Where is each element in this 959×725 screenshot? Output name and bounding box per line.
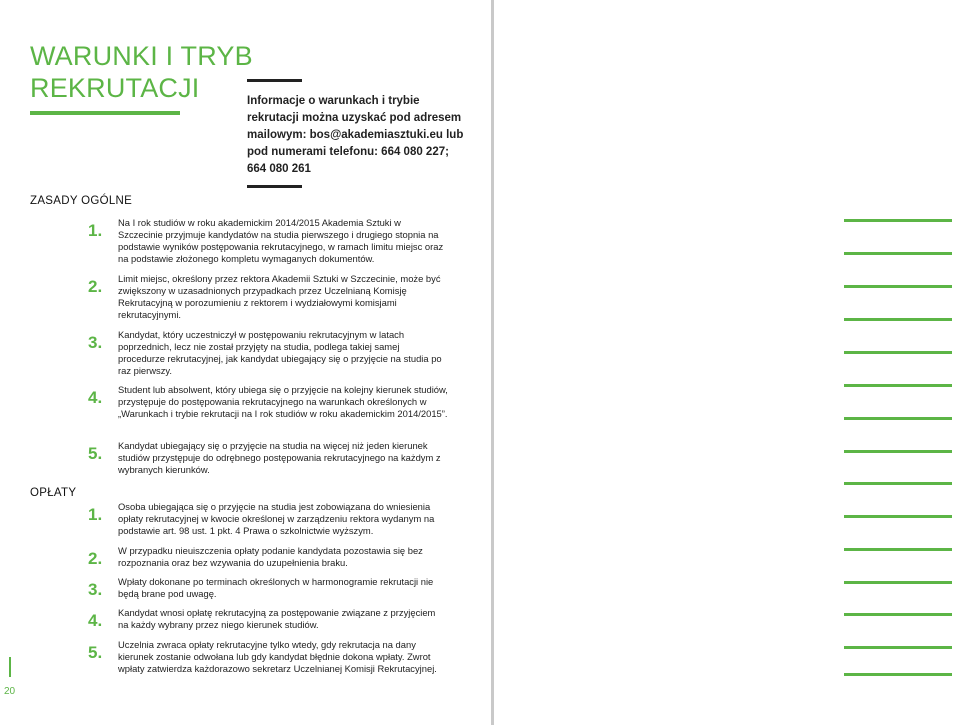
right-rule bbox=[844, 417, 952, 420]
page-title bbox=[30, 40, 253, 104]
right-rule bbox=[844, 219, 952, 222]
title-line-2: REKRUTACJI bbox=[30, 73, 200, 103]
item-text: W przypadku nieuiszczenia opłaty podanie kandydata pozostawia się bez rozpoznania oraz bez wzywania do uzupełnienia braku. bbox=[118, 545, 423, 568]
item-number: 1. bbox=[88, 505, 103, 524]
item-text: Limit miejsc, określony przez rektora Akademii Sztuki w Szczecinie, może być zwiększony w uzasadnionych przypadkach przez Uczelnianą Komisję Rekrutacyjną w porozumieniu z rektorem i wydziałowymi komisjami rekrutacyjnymi. bbox=[118, 273, 441, 320]
info-box bbox=[247, 93, 477, 178]
item-number: 5. bbox=[88, 444, 103, 463]
item-text: Na I rok studiów w roku akademickim 2014/2015 Akademia Sztuki w Szczecinie przyjmuje kandydatów na studia pierwszego i drugiego stopnia na podstawie wyników postępowania rekrutacyjnego, w ramach limitu miejsc oraz na podstawie złożonego kompletu wymaganych dokumentów. bbox=[118, 217, 444, 264]
item-number: 1. bbox=[88, 221, 103, 240]
item-number: 3. bbox=[88, 580, 103, 599]
title-underline bbox=[30, 111, 180, 115]
item-text: Kandydat ubiegający się o przyjęcie na studia na więcej niż jeden kierunek studiów przystępuje do odrębnego postępowania rekrutacyjnego na każdym z wybranych kierunków. bbox=[118, 440, 441, 475]
info-line: Informacje o warunkach i trybie bbox=[247, 95, 420, 107]
right-rule bbox=[844, 548, 952, 551]
item-text: Osoba ubiegająca się o przyjęcie na studia jest zobowiązana do wniesienia opłaty rekrutacyjnej w kwocie określonej w zarządzeniu rektora wydanym na podstawie art. 98 ust. 1 pkt. 4 Prawa o szkolnictwie wyższym. bbox=[118, 501, 435, 536]
item-number: 2. bbox=[88, 277, 103, 296]
item-text: Uczelnia zwraca opłaty rekrutacyjne tylko wtedy, gdy rekrutacja na dany kierunek zostanie odwołana lub gdy kandydat błędnie dokona wpłaty. Zwrot wpłaty zatwierdza każdorazowo sekretarz Uczelnianej Komisji Rekrutacyjnej. bbox=[118, 639, 437, 674]
right-rule bbox=[844, 482, 952, 485]
item-number: 3. bbox=[88, 333, 103, 352]
item-number: 5. bbox=[88, 643, 103, 662]
page-number: 20 bbox=[4, 686, 16, 697]
item-number: 2. bbox=[88, 549, 103, 568]
right-rule bbox=[844, 351, 952, 354]
info-line: mailowym: bos@akademiasztuki.eu lub bbox=[247, 129, 464, 141]
right-rule bbox=[844, 252, 952, 255]
right-rule bbox=[844, 581, 952, 584]
right-page bbox=[494, 0, 959, 725]
info-rule-bottom bbox=[247, 185, 302, 188]
item-text: Kandydat, który uczestniczył w postępowaniu rekrutacyjnym w latach poprzednich, lecz nie został przyjęty na studia, podlega takiej samej procedurze rekrutacyjnej, jak kandydat ubiegający się o przyjęcie na studia po raz pierwszy. bbox=[118, 329, 442, 376]
info-line: 664 080 261 bbox=[247, 163, 311, 175]
right-rule bbox=[844, 515, 952, 518]
right-rule bbox=[844, 613, 952, 616]
title-line-1: WARUNKI I TRYB bbox=[30, 41, 253, 71]
right-rule bbox=[844, 646, 952, 649]
info-rule-top bbox=[247, 79, 302, 82]
item-text: Wpłaty dokonane po terminach określonych w harmonogramie rekrutacji nie będą brane pod uwagę. bbox=[118, 576, 434, 599]
right-rule bbox=[844, 673, 952, 676]
item-text: Student lub absolwent, który ubiega się o przyjęcie na kolejny kierunek studiów, przystępuje do postępowania rekrutacyjnego na warunkach określonych w „Warunkach i trybie rekrutacji na I rok studiów w roku akademickim 2014/2015”. bbox=[118, 384, 448, 419]
section-heading-zasady: ZASADY OGÓLNE bbox=[30, 195, 133, 207]
info-line: pod numerami telefonu: 664 080 227; bbox=[247, 146, 449, 158]
right-rule bbox=[844, 384, 952, 387]
info-line: rekrutacji można uzyskać pod adresem bbox=[247, 112, 462, 124]
right-rule bbox=[844, 318, 952, 321]
item-number: 4. bbox=[88, 611, 103, 630]
right-rule bbox=[844, 450, 952, 453]
item-text: Kandydat wnosi opłatę rekrutacyjną za postępowanie związane z przyjęciem na każdy wybrany przez niego kierunek studiów. bbox=[118, 607, 436, 630]
section-heading-oplaty: OPŁATY bbox=[30, 487, 77, 499]
page-marker bbox=[9, 657, 11, 677]
item-number: 4. bbox=[88, 388, 103, 407]
right-rule bbox=[844, 285, 952, 288]
